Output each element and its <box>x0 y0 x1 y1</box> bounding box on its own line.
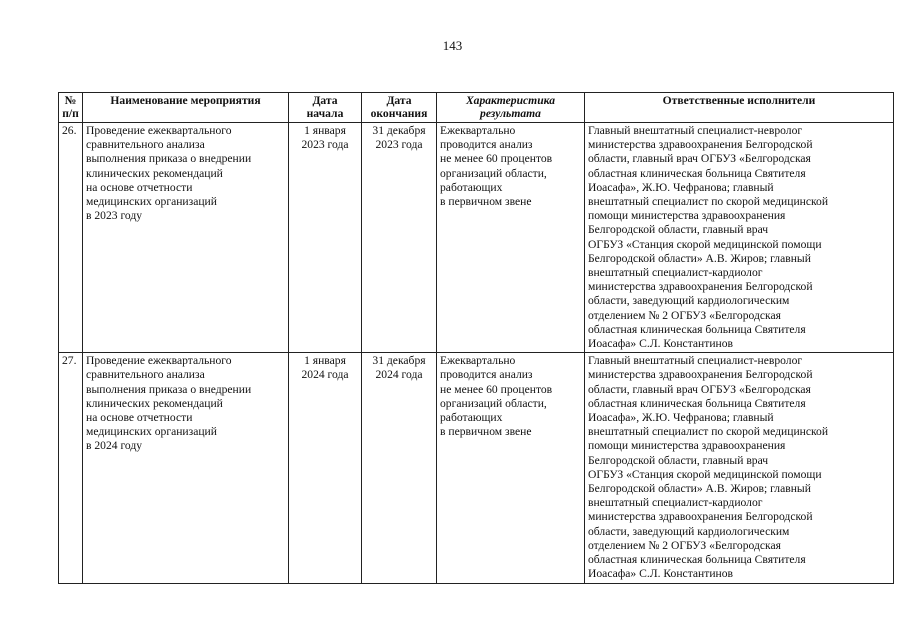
end-date: 31 декабря 2023 года <box>362 123 437 353</box>
row-number: 26. <box>59 123 83 353</box>
header-activity-name: Наименование мероприятия <box>83 93 289 123</box>
result-description: Ежеквартально проводится анализ не менее 60 процентов организаций области, работающих в первичном звене <box>437 123 585 353</box>
header-result: Характеристика результата <box>437 93 585 123</box>
header-responsible: Ответственные исполнители <box>585 93 894 123</box>
start-date: 1 января 2023 года <box>289 123 362 353</box>
start-date: 1 января 2024 года <box>289 353 362 583</box>
header-end-date: Дата окончания <box>362 93 437 123</box>
end-date: 31 декабря 2024 года <box>362 353 437 583</box>
header-start-date: Дата начала <box>289 93 362 123</box>
table-row <box>59 123 894 353</box>
responsible-persons: Главный внештатный специалист-невролог министерства здравоохранения Белгородской области, главный врач ОГБУЗ «Белгородская областная клиническая больница Святителя Иоасафа», Ж.Ю. Чефранова; главный внештатный специалист по скорой медицинской помощи министерства здравоохранения Белгородской области, главный врач ОГБУЗ «Станция скорой медицинской помощи Белгородской области» А.В. Жиров; главный внештатный специалист-кардиолог министерства здравоохранения Белгородской области, заведующий кардиологическим отделением № 2 ОГБУЗ «Белгородская областная клиническая больница Святителя Иоасафа» С.Л. Константинов <box>585 123 894 353</box>
activities-table <box>58 92 894 584</box>
activity-name: Проведение ежеквартального сравнительного анализа выполнения приказа о внедрении клинических рекомендаций на основе отчетности медицинских организаций в 2023 году <box>83 123 289 353</box>
responsible-persons: Главный внештатный специалист-невролог министерства здравоохранения Белгородской области, главный врач ОГБУЗ «Белгородская областная клиническая больница Святителя Иоасафа», Ж.Ю. Чефранова; главный внештатный специалист по скорой медицинской помощи министерства здравоохранения Белгородской области, главный врач ОГБУЗ «Станция скорой медицинской помощи Белгородской области» А.В. Жиров; главный внештатный специалист-кардиолог министерства здравоохранения Белгородской области, заведующий кардиологическим отделением № 2 ОГБУЗ «Белгородская областная клиническая больница Святителя Иоасафа» С.Л. Константинов <box>585 353 894 583</box>
header-number: № п/п <box>59 93 83 123</box>
table-header-row <box>59 93 894 123</box>
row-number: 27. <box>59 353 83 583</box>
table-row <box>59 353 894 583</box>
activity-name: Проведение ежеквартального сравнительного анализа выполнения приказа о внедрении клинических рекомендаций на основе отчетности медицинских организаций в 2024 году <box>83 353 289 583</box>
page-number: 143 <box>442 38 463 53</box>
result-description: Ежеквартально проводится анализ не менее 60 процентов организаций области, работающих в первичном звене <box>437 353 585 583</box>
